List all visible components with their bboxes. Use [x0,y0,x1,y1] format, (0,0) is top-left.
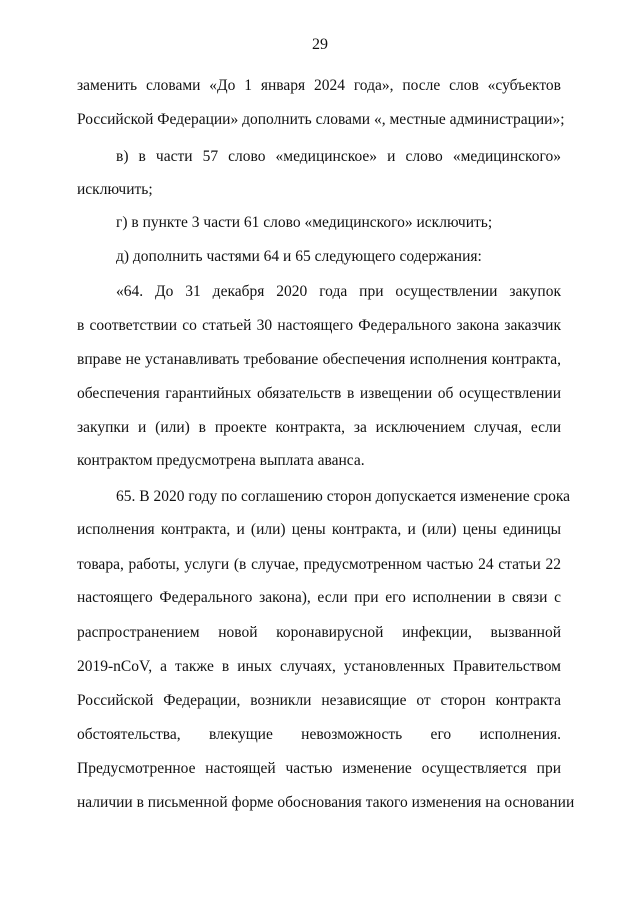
text-line: Российской Федерации» дополнить словами «, местные администрации»; [77,111,565,128]
text-line: Российской Федерации, возникли независящие от сторон контракта [77,692,561,709]
text-line: вправе не устанавливать требование обеспечения исполнения контракта, [77,351,561,368]
text-line: товара, работы, услуги (в случае, предусмотренном частью 24 статьи 22 [77,556,561,573]
text-line: в соответствии со статьей 30 настоящего Федерального закона заказчик [77,317,561,334]
text-line: в) в части 57 слово «медицинское» и слово «медицинского» [116,148,561,165]
text-line: г) в пункте 3 части 61 слово «медицинского» исключить; [116,214,493,231]
page-number: 29 [312,36,328,53]
text-line: «64. До 31 декабря 2020 года при осуществлении закупок [116,283,561,300]
text-line: 65. В 2020 году по соглашению сторон допускается изменение срока [116,488,571,505]
text-line: обеспечения гарантийных обязательств в извещении об осуществлении [77,385,561,402]
text-line: настоящего Федерального закона), если при его исполнении в связи с [77,589,561,606]
text-line: обстоятельства, влекущие невозможность его исполнения. [77,726,561,743]
text-line: заменить словами «До 1 января 2024 года», после слов «субъектов [77,77,561,94]
text-line: исключить; [77,181,153,198]
text-line: закупки и (или) в проекте контракта, за исключением случая, если [77,419,561,436]
text-line: д) дополнить частями 64 и 65 следующего содержания: [116,248,482,265]
text-line: контрактом предусмотрена выплата аванса. [77,452,365,469]
text-line: исполнения контракта, и (или) цены контракта, и (или) цены единицы [77,521,561,538]
text-line: 2019-nCoV, а также в иных случаях, установленных Правительством [77,658,561,675]
text-line: Предусмотренное настоящей частью изменение осуществляется при [77,760,561,777]
text-line: наличии в письменной форме обоснования такого изменения на основании [77,794,575,811]
text-line: распространением новой коронавирусной инфекции, вызванной [77,624,561,641]
